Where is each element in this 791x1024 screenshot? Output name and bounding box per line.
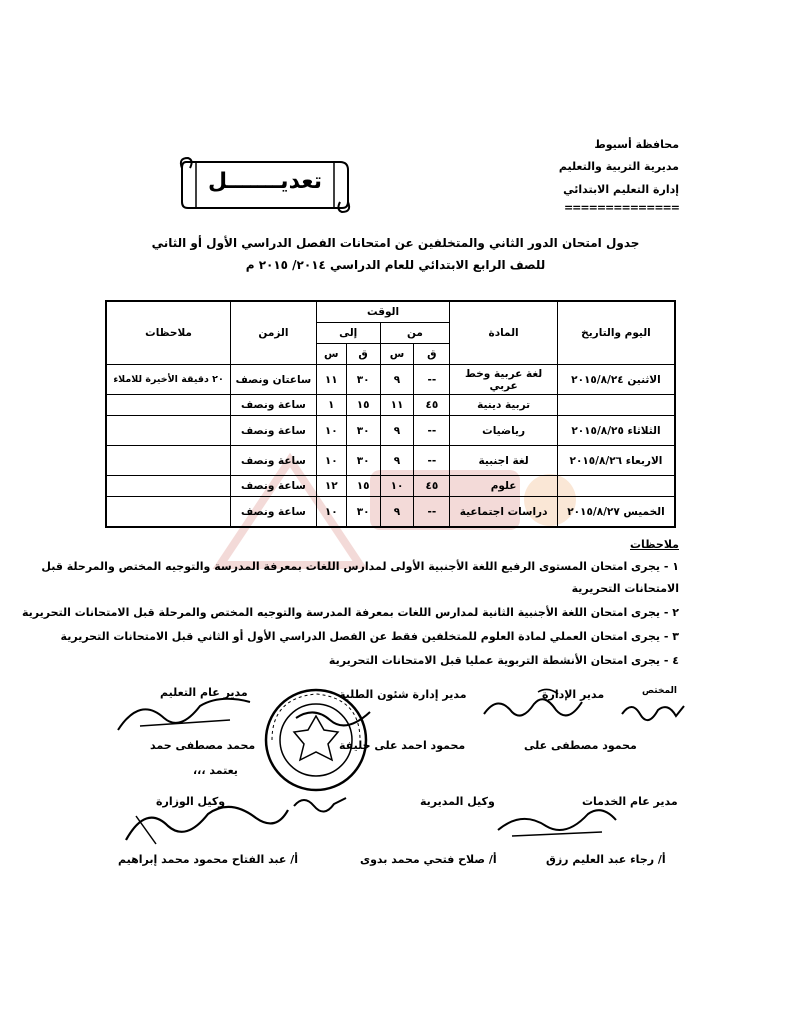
row-subject: دراسات اجتماعية [450,497,558,528]
row-day: الخميس ٢٠١٥/٨/٢٧ [557,497,675,528]
row-to-hour: ١٠ [316,497,346,528]
specialist-label: المختص [642,686,677,696]
row-notes [106,446,231,476]
row-duration: ساعة ونصف [231,416,317,446]
general-director-signature [110,690,260,738]
row-from-hour: ٩ [380,497,414,528]
note-item-2: ٢ - يجرى امتحان اللغة الأجنبية الثانية لمدارس اللغات بمعرفة المدرسة والتوجيه المختص والمرحلة قبل الامتحانات التحريرية [21,606,679,619]
row-duration: ساعة ونصف [231,446,317,476]
row-to-minute: ٣٠ [346,497,380,528]
row-day [557,395,675,416]
col-to-hour: س [316,344,346,365]
table-row [106,395,675,416]
row-from-minute: -- [414,497,450,528]
row-from-minute: -- [414,365,450,395]
general-director-name: محمد مصطفى حمد [150,739,256,752]
col-from-hour: س [380,344,414,365]
col-subject: المادة [450,301,558,365]
services-director-name: أ/ رجاء عبد العليم رزق [546,853,666,866]
table-row [106,446,675,476]
approved-label: يعتمد ،،، [193,764,238,777]
col-day-date: اليوم والتاريخ [557,301,675,365]
row-day: الثلاثاء ٢٠١٥/٨/٢٥ [557,416,675,446]
row-to-hour: ١٠ [316,416,346,446]
note-item-1: ١ - يجرى امتحان المستوى الرفيع اللغة الأجنبية الأولى لمدارس اللغات بمعرفة المدرسة والتوجيه المختص والمرحلة قبل [41,560,679,573]
services-director-signature [492,800,622,842]
col-from: من [380,323,450,344]
admin-director-name: محمود مصطفى على [524,739,637,752]
deputy-directorate-name: أ/ صلاح فتحي محمد بدوى [360,853,497,866]
row-duration: ساعة ونصف [231,395,317,416]
row-day [557,476,675,497]
col-to-minute: ق [346,344,380,365]
row-from-hour: ٩ [380,416,414,446]
admin-director-signature [478,684,598,728]
exam-schedule-table [105,300,676,528]
note-item-4: ٤ - يجرى امتحان الأنشطة التربوية عمليا قبل الامتحانات التحريرية [328,654,679,667]
row-day: الاربعاء ٢٠١٥/٨/٢٦ [557,446,675,476]
col-duration: الزمن [231,301,317,365]
col-to: إلى [316,323,380,344]
note-item-1-continued: الامتحانات التحريرية [571,582,679,595]
deputy-ministry-title: وكيل الوزارة [156,795,226,808]
row-subject: لغة عربية وخط عربي [450,365,558,395]
table-row [106,497,675,528]
col-notes: ملاحظات [106,301,231,365]
row-subject: رياضيات [450,416,558,446]
row-duration: ساعتان ونصف [231,365,317,395]
row-from-minute: ٤٥ [414,476,450,497]
row-subject: علوم [450,476,558,497]
table-row [106,416,675,446]
row-notes [106,497,231,528]
administration-label: إدارة التعليم الابتدائي [563,183,679,196]
governorate-label: محافظة أسيوط [594,138,679,151]
row-to-minute: ٣٠ [346,416,380,446]
row-to-minute: ٣٠ [346,365,380,395]
row-to-minute: ١٥ [346,476,380,497]
directorate-label: مديرية التربية والتعليم [558,160,679,173]
col-from-minute: ق [414,344,450,365]
table-row [106,365,675,395]
deputy-ministry-name: أ/ عبد الفتاح محمود محمد إبراهيم [118,853,299,866]
header-separator: ============== [563,201,679,214]
student-affairs-title: مدير إدارة شئون الطلبة [339,688,467,701]
deputy-directorate-title: وكيل المديرية [420,795,495,808]
row-from-minute: ٤٥ [414,395,450,416]
student-affairs-name: محمود احمد على خليفة [339,739,466,752]
row-from-hour: ١٠ [380,476,414,497]
services-director-title: مدير عام الخدمات [582,795,678,808]
row-duration: ساعة ونصف [231,476,317,497]
row-notes [106,395,231,416]
row-from-hour: ٩ [380,446,414,476]
official-stamp [262,686,370,794]
row-notes: ٢٠ دقيقة الأخيرة للاملاء [106,365,231,395]
row-from-hour: ٩ [380,365,414,395]
row-notes [106,416,231,446]
specialist-signature [618,696,688,724]
schedule-subtitle: للصف الرابع الابتدائي للعام الدراسي ٢٠١٤/ ٢٠١٥ م [245,258,546,272]
col-time: الوقت [316,301,450,323]
row-subject: لغة اجنبية [450,446,558,476]
row-to-hour: ١١ [316,365,346,395]
row-to-minute: ٣٠ [346,446,380,476]
row-day: الاثنين ٢٠١٥/٨/٢٤ [557,365,675,395]
row-subject: تربية دينية [450,395,558,416]
modification-badge: تعديـــــــل [208,169,322,194]
general-director-title: مدير عام التعليم [160,686,248,699]
row-to-hour: ١٠ [316,446,346,476]
table-row [106,476,675,497]
row-duration: ساعة ونصف [231,497,317,528]
schedule-title: جدول امتحان الدور الثاني والمتخلفين عن امتحانات الفصل الدراسي الأول أو الثاني [151,236,640,250]
row-from-minute: -- [414,446,450,476]
row-notes [106,476,231,497]
row-to-minute: ١٥ [346,395,380,416]
note-item-3: ٣ - يجرى امتحان العملي لمادة العلوم للمتخلفين فقط عن الفصل الدراسي الأول أو الثاني قبل الامتحانات التحريرية [60,630,679,643]
deputy-ministry-signature [116,796,296,850]
notes-heading: ملاحظات [630,538,679,551]
admin-director-title: مدير الإدارة [542,688,605,701]
row-from-minute: -- [414,416,450,446]
row-to-hour: ١٢ [316,476,346,497]
row-to-hour: ١ [316,395,346,416]
row-from-hour: ١١ [380,395,414,416]
